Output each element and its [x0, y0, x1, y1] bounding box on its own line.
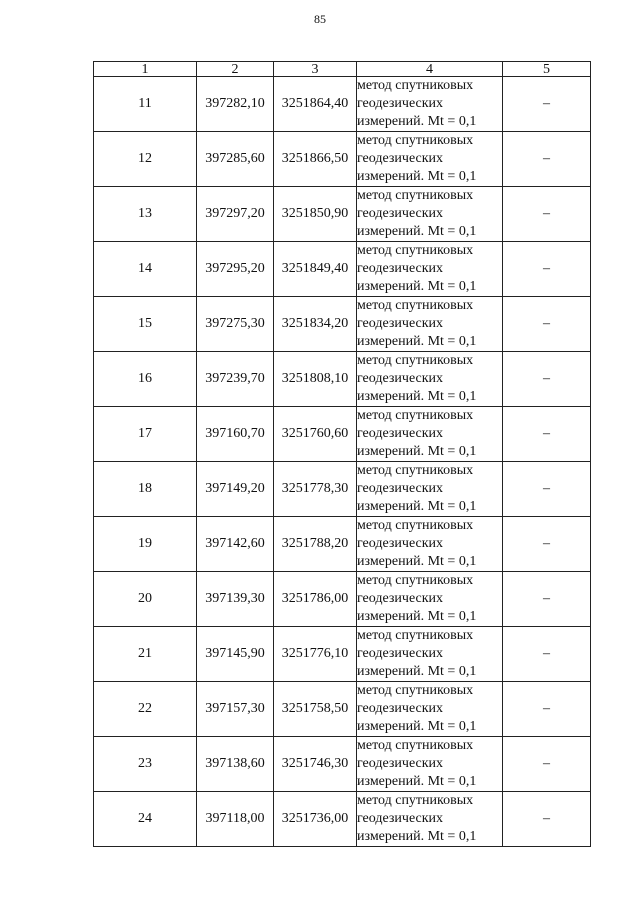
x-coordinate-cell: 397282,10 [197, 77, 274, 132]
point-number-cell: 12 [94, 132, 197, 187]
table-row [94, 352, 591, 407]
column-5-cell: – [503, 792, 591, 847]
method-line: метод спутниковых [357, 683, 474, 698]
x-coordinate-cell: 397275,30 [197, 297, 274, 352]
point-number-cell: 21 [94, 627, 197, 682]
method-line: метод спутниковых [357, 78, 474, 93]
method-line: геодезических [357, 261, 444, 276]
table-row [94, 627, 591, 682]
method-line: измерений. Mt = 0,1 [357, 334, 477, 349]
point-number-cell: 11 [94, 77, 197, 132]
column-5-cell: – [503, 297, 591, 352]
column-5-cell: – [503, 517, 591, 572]
column-5-cell: – [503, 352, 591, 407]
method-line: геодезических [357, 371, 444, 386]
method-line: метод спутниковых [357, 573, 474, 588]
method-cell [357, 132, 503, 187]
method-cell [357, 297, 503, 352]
header-col-4: 4 [357, 62, 503, 77]
method-line: метод спутниковых [357, 188, 474, 203]
column-5-cell: – [503, 627, 591, 682]
table-row [94, 682, 591, 737]
y-coordinate-cell: 3251778,30 [274, 462, 357, 517]
column-5-cell: – [503, 132, 591, 187]
x-coordinate-cell: 397118,00 [197, 792, 274, 847]
method-cell [357, 462, 503, 517]
header-col-1: 1 [94, 62, 197, 77]
method-line: геодезических [357, 536, 444, 551]
column-5-cell: – [503, 187, 591, 242]
x-coordinate-cell: 397239,70 [197, 352, 274, 407]
method-line: измерений. Mt = 0,1 [357, 554, 477, 569]
header-col-5: 5 [503, 62, 591, 77]
method-line: метод спутниковых [357, 298, 474, 313]
method-line: геодезических [357, 481, 444, 496]
point-number-cell: 23 [94, 737, 197, 792]
method-line: измерений. Mt = 0,1 [357, 829, 477, 844]
y-coordinate-cell: 3251834,20 [274, 297, 357, 352]
x-coordinate-cell: 397295,20 [197, 242, 274, 297]
point-number-cell: 15 [94, 297, 197, 352]
page-number: 85 [314, 12, 326, 26]
point-number-cell: 17 [94, 407, 197, 462]
table-row [94, 572, 591, 627]
method-line: метод спутниковых [357, 793, 474, 808]
method-line: метод спутниковых [357, 628, 474, 643]
point-number-cell: 13 [94, 187, 197, 242]
method-line: геодезических [357, 151, 444, 166]
method-line: измерений. Mt = 0,1 [357, 664, 477, 679]
y-coordinate-cell: 3251850,90 [274, 187, 357, 242]
method-line: метод спутниковых [357, 408, 474, 423]
method-cell [357, 77, 503, 132]
y-coordinate-cell: 3251746,30 [274, 737, 357, 792]
y-coordinate-cell: 3251736,00 [274, 792, 357, 847]
table-row [94, 407, 591, 462]
method-line: геодезических [357, 426, 444, 441]
method-cell [357, 682, 503, 737]
table-row [94, 462, 591, 517]
method-line: геодезических [357, 591, 444, 606]
method-line: метод спутниковых [357, 133, 474, 148]
coordinates-table [93, 61, 591, 847]
point-number-cell: 24 [94, 792, 197, 847]
method-line: измерений. Mt = 0,1 [357, 279, 477, 294]
method-line: измерений. Mt = 0,1 [357, 609, 477, 624]
column-5-cell: – [503, 462, 591, 517]
table-row [94, 792, 591, 847]
method-cell [357, 572, 503, 627]
method-line: измерений. Mt = 0,1 [357, 169, 477, 184]
method-cell [357, 737, 503, 792]
method-line: измерений. Mt = 0,1 [357, 444, 477, 459]
point-number-cell: 16 [94, 352, 197, 407]
x-coordinate-cell: 397285,60 [197, 132, 274, 187]
method-line: геодезических [357, 701, 444, 716]
y-coordinate-cell: 3251808,10 [274, 352, 357, 407]
method-cell [357, 517, 503, 572]
table-row [94, 242, 591, 297]
header-col-2: 2 [197, 62, 274, 77]
x-coordinate-cell: 397160,70 [197, 407, 274, 462]
column-5-cell: – [503, 737, 591, 792]
point-number-cell: 20 [94, 572, 197, 627]
method-cell [357, 352, 503, 407]
column-5-cell: – [503, 77, 591, 132]
method-line: измерений. Mt = 0,1 [357, 114, 477, 129]
table-row [94, 737, 591, 792]
method-line: метод спутниковых [357, 738, 474, 753]
method-line: геодезических [357, 206, 444, 221]
table-row [94, 187, 591, 242]
y-coordinate-cell: 3251776,10 [274, 627, 357, 682]
method-cell [357, 187, 503, 242]
header-col-3: 3 [274, 62, 357, 77]
column-5-cell: – [503, 407, 591, 462]
method-line: измерений. Mt = 0,1 [357, 499, 477, 514]
method-cell [357, 627, 503, 682]
x-coordinate-cell: 397145,90 [197, 627, 274, 682]
table-row [94, 132, 591, 187]
method-line: метод спутниковых [357, 463, 474, 478]
x-coordinate-cell: 397138,60 [197, 737, 274, 792]
x-coordinate-cell: 397142,60 [197, 517, 274, 572]
y-coordinate-cell: 3251866,50 [274, 132, 357, 187]
x-coordinate-cell: 397139,30 [197, 572, 274, 627]
method-line: измерений. Mt = 0,1 [357, 389, 477, 404]
method-line: метод спутниковых [357, 353, 474, 368]
y-coordinate-cell: 3251849,40 [274, 242, 357, 297]
y-coordinate-cell: 3251786,00 [274, 572, 357, 627]
x-coordinate-cell: 397297,20 [197, 187, 274, 242]
y-coordinate-cell: 3251758,50 [274, 682, 357, 737]
point-number-cell: 14 [94, 242, 197, 297]
x-coordinate-cell: 397157,30 [197, 682, 274, 737]
table-row [94, 77, 591, 132]
point-number-cell: 19 [94, 517, 197, 572]
method-line: геодезических [357, 756, 444, 771]
column-5-cell: – [503, 242, 591, 297]
method-line: измерений. Mt = 0,1 [357, 719, 477, 734]
column-5-cell: – [503, 572, 591, 627]
y-coordinate-cell: 3251788,20 [274, 517, 357, 572]
method-line: геодезических [357, 811, 444, 826]
table-row [94, 517, 591, 572]
method-line: геодезических [357, 646, 444, 661]
method-line: геодезических [357, 96, 444, 111]
table-header-row [94, 62, 591, 77]
column-5-cell: – [503, 682, 591, 737]
point-number-cell: 22 [94, 682, 197, 737]
method-line: измерений. Mt = 0,1 [357, 224, 477, 239]
point-number-cell: 18 [94, 462, 197, 517]
method-cell [357, 407, 503, 462]
table-row [94, 297, 591, 352]
method-line: метод спутниковых [357, 243, 474, 258]
method-line: метод спутниковых [357, 518, 474, 533]
table-body [94, 77, 591, 847]
method-line: геодезических [357, 316, 444, 331]
x-coordinate-cell: 397149,20 [197, 462, 274, 517]
y-coordinate-cell: 3251864,40 [274, 77, 357, 132]
method-cell [357, 792, 503, 847]
method-line: измерений. Mt = 0,1 [357, 774, 477, 789]
y-coordinate-cell: 3251760,60 [274, 407, 357, 462]
method-cell [357, 242, 503, 297]
